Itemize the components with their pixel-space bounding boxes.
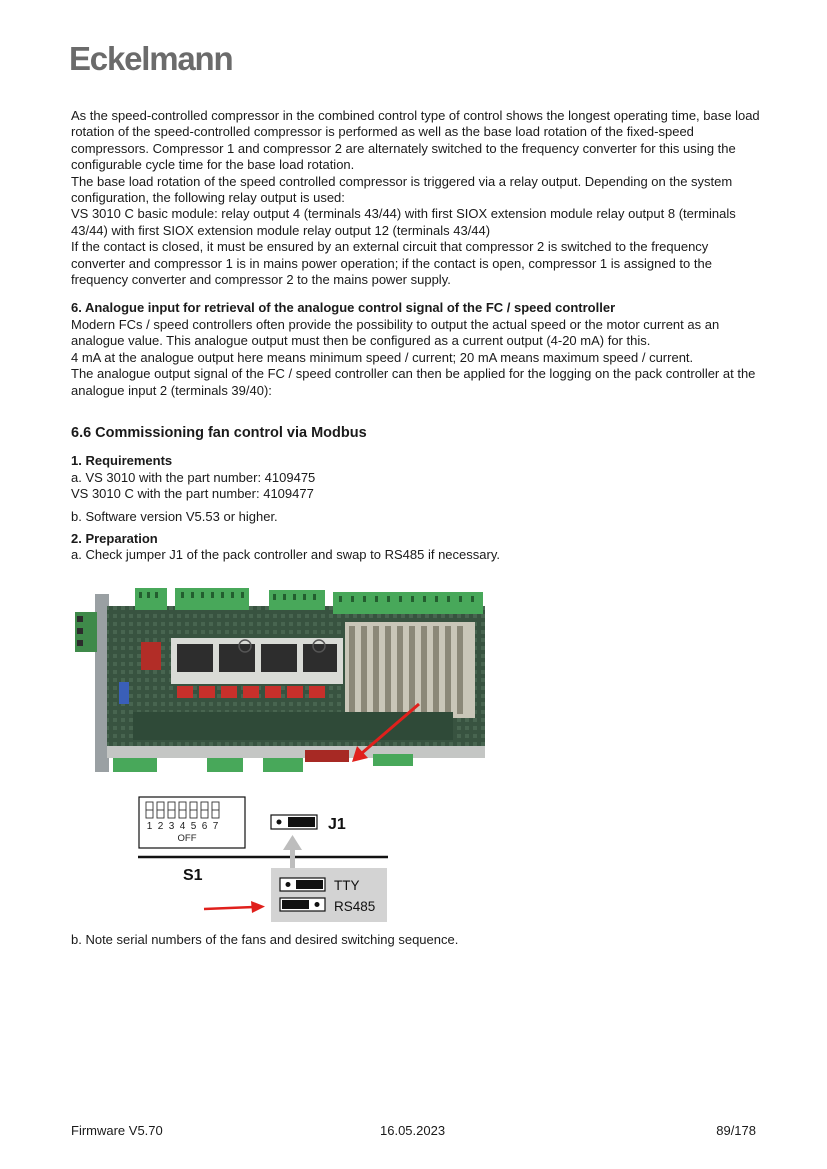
requirement-a1: a. VS 3010 with the part number: 4109475 (71, 469, 316, 485)
switch-number: 7 (212, 821, 219, 832)
subheading-analogue-input: 6. Analogue input for retrieval of the analogue control signal of the FC / speed controller (71, 300, 616, 316)
s1-label: S1 (183, 867, 203, 884)
switch-number: 6 (201, 821, 208, 832)
paragraph: Modern FCs / speed controllers often provide the possibility to output the actual speed or the motor current as an analogue value. This analogue output must then be configured as a current output (4-20 mA) for this. (71, 316, 720, 349)
paragraph: 4 mA at the analogue output here means minimum speed / current; 20 mA means maximum speed / current. (71, 349, 694, 365)
requirement-b: b. Software version V5.53 or higher. (71, 508, 278, 524)
switch-number: 1 (146, 821, 153, 832)
paragraph: VS 3010 C basic module: relay output 4 (terminals 43/44) with first SIOX extension module relay output 8 (terminals 43/44) with first SIOX extension module relay output 12 (terminals 43/44) (71, 206, 736, 238)
switch-number: 3 (168, 821, 175, 832)
page-content (71, 108, 761, 564)
switch-number: 4 (179, 821, 186, 832)
controller-board-photo (73, 582, 490, 776)
requirements-heading: 1. Requirements (71, 453, 173, 469)
j1-label: J1 (328, 816, 346, 833)
option-tty: TTY (334, 878, 360, 893)
switch-number: 2 (157, 821, 164, 832)
paragraph: The base load rotation of the speed controlled compressor is triggered via a relay output. Depending on the system configuration, the following relay output is used: (71, 173, 733, 206)
paragraph: The analogue output signal of the FC / speed controller can then be applied for the logging on the pack controller at the analogue input 2 (terminals 39/40): (71, 366, 756, 398)
paragraph: As the speed-controlled compressor in the combined control type of control shows the longest operating time, base load rotation of the speed-controlled compressor is performed as well as the base load rotation of the fixed-speed compressors. Compressor 1 and compressor 2 are alternately switched to the frequency converter for this using the configurable cycle time for the base load rotation. (71, 108, 760, 173)
footer-page-number: 89/178 (716, 1123, 756, 1138)
switch-off-label: OFF (177, 833, 197, 844)
eckelmann-logo: Eckelmann (69, 40, 233, 77)
section-title: 6.6 Commissioning fan control via Modbus (71, 424, 367, 441)
jumper-diagram (138, 792, 390, 928)
option-rs485: RS485 (334, 899, 376, 914)
footer-date: 16.05.2023 (380, 1123, 446, 1138)
preparation-a: a. Check jumper J1 of the pack controller and swap to RS485 if necessary. (71, 547, 500, 563)
preparation-b: b. Note serial numbers of the fans and desired switching sequence. (71, 932, 459, 947)
requirement-a2: VS 3010 C with the part number: 4109477 (71, 486, 314, 502)
footer-firmware: Firmware V5.70 (71, 1123, 163, 1138)
preparation-heading: 2. Preparation (71, 530, 158, 546)
paragraph: If the contact is closed, it must be ensured by an external circuit that compressor 2 is switched to the frequency converter and compressor 1 is in mains power operation; if the contact is open, compressor 1 is assigned to the frequency converter and compressor 2 to the mains power supply. (71, 239, 712, 288)
switch-number: 5 (190, 821, 197, 832)
